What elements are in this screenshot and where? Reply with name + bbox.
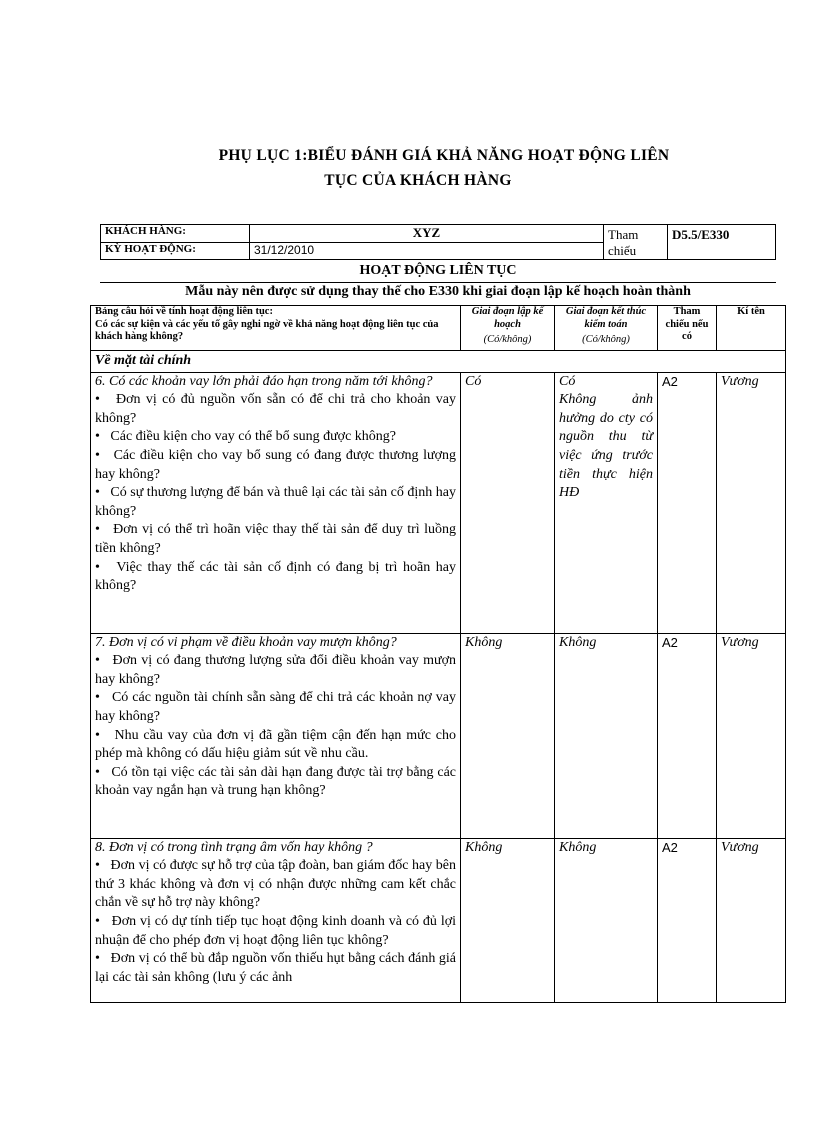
question-cell: [91, 633, 461, 838]
col-plan-sub: (Có/không): [483, 334, 532, 345]
question-lead: 6. Có các khoản vay lớn phải đáo hạn trong năm tới không?: [95, 373, 433, 389]
plan-answer: Không: [461, 633, 555, 838]
end-answer: Không: [555, 838, 658, 1002]
plan-answer: Không: [461, 838, 555, 1002]
col-ref-header: Tham chiếu nếu có: [658, 306, 717, 351]
ref-answer: A2: [658, 838, 717, 1002]
table-row: [91, 372, 786, 633]
bullet-item: • Đơn vị có đang thương lượng sửa đổi điều khoản vay mượn hay không?: [95, 653, 456, 687]
group-title: Về mặt tài chính: [91, 351, 786, 373]
bullet-item: • Các điều kiện cho vay có thể bổ sung được không?: [95, 429, 396, 445]
signature: Vương: [717, 372, 786, 633]
signature: Vương: [717, 633, 786, 838]
page-title-line-2: TỤC CỦA KHÁCH HÀNG: [324, 172, 512, 189]
client-value: XYZ: [250, 225, 604, 243]
ref-value: D5.5/E330: [668, 225, 776, 260]
section-title: HOẠT ĐỘNG LIÊN TỤC: [100, 263, 776, 283]
period-label: KỲ HOẠT ĐỘNG:: [101, 242, 250, 260]
col-question-subtitle: Có các sự kiện và các yếu tố gây nghi ngờ về khả năng hoạt động liên tục của khách hàng không?: [95, 318, 439, 342]
question-lead: 8. Đơn vị có trong tình trạng âm vốn hay không ?: [95, 839, 373, 855]
question-cell: [91, 372, 461, 633]
bullet-item: • Việc thay thế các tài sản cố định có đang bị trì hoãn hay không?: [95, 559, 456, 594]
plan-answer: Có: [461, 372, 555, 633]
bullet-item: • Đơn vị có được sự hỗ trợ của tập đoàn, ban giám đốc hay bên thứ 3 khác không và đơn vị có nhận được những cam kết chắc chắn về sự hỗ trợ này không?: [95, 858, 456, 911]
ref-answer: A2: [658, 633, 717, 838]
end-answer-note: Không ảnh hưởng do cty có nguồn thu từ việc ứng trước tiền thực hiện HĐ: [559, 392, 653, 501]
table-row: [91, 633, 786, 838]
col-question-title: Bảng câu hỏi về tính hoạt động liên tục:: [95, 306, 273, 317]
bullet-item: • Có các nguồn tài chính sẵn sàng để chi trả các khoản nợ vay hay không?: [95, 690, 456, 724]
end-answer: Có: [559, 373, 576, 389]
bullet-item: • Có tồn tại việc các tài sản dài hạn đang được tài trợ bằng các khoản vay ngắn hạn và trung hạn không?: [95, 764, 457, 799]
col-plan-header: [461, 306, 555, 351]
ref-label: Tham chiếu: [604, 225, 668, 260]
client-label: KHÁCH HÀNG:: [101, 225, 250, 243]
bullet-item: • Đơn vị có dự tính tiếp tục hoạt động kinh doanh và có đủ lợi nhuận để cho phép đơn vị hoạt động liên tục không?: [95, 913, 456, 948]
period-value: 31/12/2010: [250, 242, 604, 260]
questionnaire-table: [90, 305, 786, 1003]
bullet-item: • Đơn vị có thể bù đắp nguồn vốn thiếu hụt bằng cách đánh giá lại các tài sản không (lưu ý các ảnh: [95, 951, 456, 985]
col-plan-title: Giai đoạn lập kế hoạch: [471, 306, 544, 330]
table-row: [91, 838, 786, 1002]
col-end-title: Giai đoạn kết thúc kiểm toán: [565, 306, 647, 330]
bullet-item: • Các điều kiện cho vay bổ sung có đang được thương lượng hay không?: [95, 447, 456, 482]
bullet-item: • Nhu cầu vay của đơn vị đã gần tiệm cận đến hạn mức cho phép mà không có dấu hiệu giảm sút về nhu cầu.: [95, 727, 457, 762]
header-table: [100, 224, 776, 260]
col-question-header: [91, 306, 461, 351]
col-end-sub: (Có/không): [582, 334, 630, 345]
end-answer: Không: [555, 633, 658, 838]
bullet-item: • Có sự thương lượng để bán và thuê lại các tài sản cố định hay không?: [95, 485, 456, 519]
ref-answer: A2: [658, 372, 717, 633]
page-title-line-1: PHỤ LỤC 1:BIỂU ĐÁNH GIÁ KHẢ NĂNG HOẠT ĐỘNG LIÊN: [218, 147, 670, 164]
question-lead: 7. Đơn vị có vi phạm về điều khoản vay mượn không?: [95, 634, 397, 650]
col-end-header: [555, 306, 658, 351]
bullet-item: • Đơn vị có đủ nguồn vốn sẵn có để chi trả cho khoản vay không?: [95, 392, 457, 426]
end-answer-cell: [555, 372, 658, 633]
signature: Vương: [717, 838, 786, 1002]
question-cell: [91, 838, 461, 1002]
bullet-item: • Đơn vị có thể trì hoãn việc thay thế tài sản để duy trì luồng tiền không?: [95, 522, 456, 556]
usage-note: Mẫu này nên được sử dụng thay thế cho E330 khi giai đoạn lập kế hoạch hoàn thành: [185, 284, 691, 299]
col-sign-header: Kí tên: [717, 306, 786, 351]
